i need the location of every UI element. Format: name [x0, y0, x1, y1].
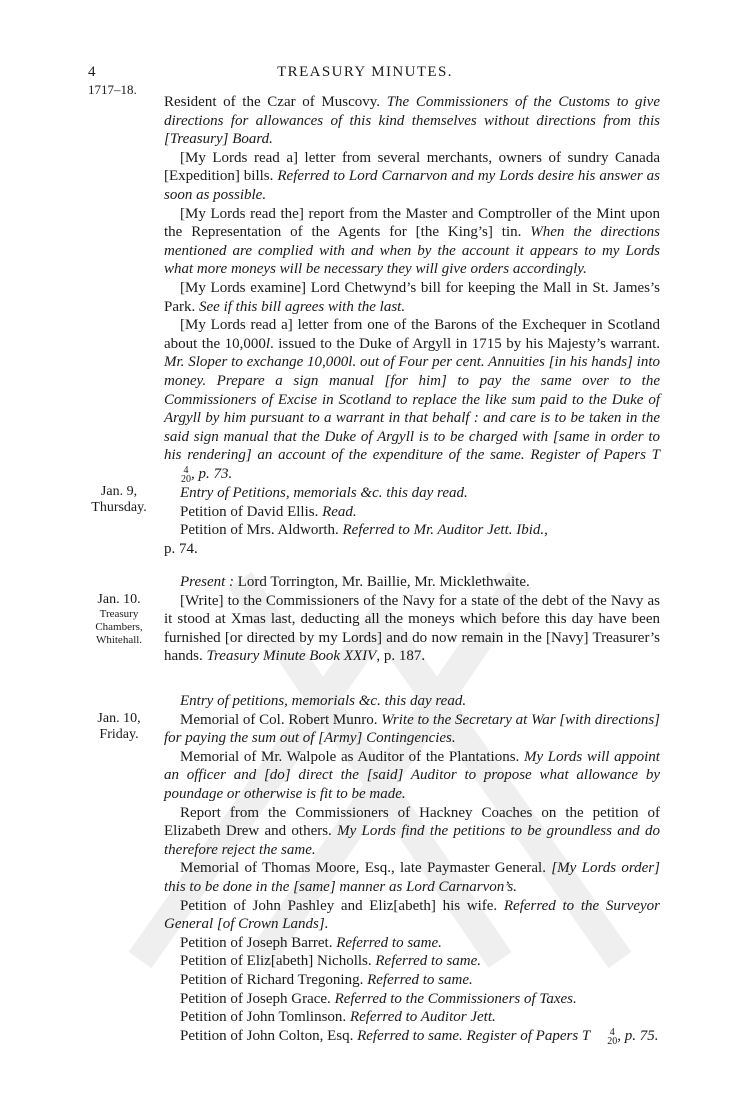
continuation-section	[164, 93, 660, 484]
entry-mrs-aldworth: Petition of Mrs. Aldworth. Referred to Mr. Auditor Jett. Ibid.,	[180, 522, 548, 539]
entry-heading: Entry of Petitions, memorials &c. this day read.	[180, 485, 468, 501]
date-jan-10-treasury: Jan. 10. Treasury Chambers, Whitehall.	[95, 592, 143, 646]
section-jan-9	[164, 484, 660, 558]
section-jan-10-friday	[164, 692, 660, 1046]
present-line: Present : Lord Torrington, Mr. Baillie, Mr. Micklethwaite.	[180, 574, 530, 590]
paragraph-czar-resident: Resident of the Czar of Muscovy. The Commissioners of the Customs to give directions for allowances of this kind themselves without directions from this [Treasury] Board.	[164, 94, 660, 148]
entry-hackney-coaches: Report from the Commissioners of Hackney Coaches on the petition of Elizabeth Drew and others. My Lords find the petitions to be groundless and do therefore reject the same.	[164, 804, 660, 858]
entry-walpole: Memorial of Mr. Walpole as Auditor of the Plantations. My Lords will appoint an officer and [do] direct the [said] Auditor to propose what allowance by poundage or otherwise is fit to be made.	[164, 748, 660, 802]
section-jan-10-treasury	[164, 573, 660, 666]
entry-barret: Petition of Joseph Barret. Referred to same.	[180, 934, 442, 951]
entry-heading-friday: Entry of petitions, memorials &c. this day read.	[180, 693, 467, 709]
paragraph-exchequer-scotland: [My Lords read a] letter from one of the Barons of the Exchequer in Scotland about the 10,000l. issued to the Duke of Argyll in 1715 by his Majesty’s warrant. Mr. Sloper to exchange 10,000l. out of Four per cent. Annuities [in his hands] into money. Prepare a sign manual [for him] to pay the same over to the Commissioners of Excise in Scotland to replace the like sum paid to the Duke of Argyll by him pursuant to a warrant in that behalf : and care is to be taken in the said sign manual that the Duke of Argyll is to be charged with [same in order to his rendering] an account of the expenditure of the same. Register of Papers T 4 20 , p. 73.	[164, 317, 660, 485]
entry-tregoning: Petition of Richard Tregoning. Referred to same.	[180, 971, 473, 988]
entry-colton: Petition of John Colton, Esq. Referred to same. Register of Papers T 4 20 , p. 75.	[180, 1026, 659, 1047]
paragraph-chetwynd-bill: [My Lords examine] Lord Chetwynd’s bill for keeping the Mall in St. James’s Park. See if this bill agrees with the last.	[164, 279, 660, 315]
entry-thomas-moore: Memorial of Thomas Moore, Esq., late Paymaster General. [My Lords order] this to be done in the [same] manner as Lord Carnarvon’s.	[164, 860, 660, 895]
fraction-mark: 4 20	[607, 1026, 618, 1047]
paragraph-canada-bills: [My Lords read a] letter from several merchants, owners of sundry Canada [Expedition] bills. Referred to Lord Carnarvon and my Lords desire his answer as soon as possible.	[164, 149, 660, 203]
paragraph-mint-report: [My Lords read the] report from the Master and Comptroller of the Mint upon the Representation of the Agents for [the King’s] tin. When the directions mentioned are complied with and when by the account it appears to my Lords what more moneys will be necessary they will give orders accordingly.	[164, 205, 660, 278]
entry-david-ellis: Petition of David Ellis. Read.	[180, 503, 357, 520]
running-title: TREASURY MINUTES.	[277, 64, 453, 80]
entry-munro: Memorial of Col. Robert Munro. Write to the Secretary at War [with directions] for paying the sum out of [Army] Contingencies.	[164, 711, 660, 747]
year-range: 1717–18.	[88, 82, 137, 97]
fraction-mark: 4 20	[181, 464, 191, 485]
entry-mrs-aldworth-page: p. 74.	[164, 540, 198, 557]
paragraph-navy-debt: [Write] to the Commissioners of the Navy for a state of the debt of the Navy as it stood at Xmas last, deducting all the moneys which before this day have been furnished [or directed by my Lords] and do now remain in the [Navy] Treasurer’s hands. Treasury Minute Book XXIV, p. 187.	[164, 592, 660, 665]
page-number: 4	[88, 64, 96, 80]
entry-tomlinson: Petition of John Tomlinson. Referred to Auditor Jett.	[180, 1009, 496, 1026]
date-jan-10-friday: Jan. 10, Friday.	[97, 711, 141, 742]
entry-grace: Petition of Joseph Grace. Referred to the Commissioners of Taxes.	[180, 990, 577, 1007]
date-jan-9: Jan. 9, Thursday.	[91, 484, 147, 515]
entry-nicholls: Petition of Eliz[abeth] Nicholls. Referred to same.	[180, 953, 482, 970]
page-header	[0, 64, 730, 84]
entry-pashley: Petition of John Pashley and Eliz[abeth] his wife. Referred to the Surveyor General [of Crown Lands].	[164, 897, 661, 933]
